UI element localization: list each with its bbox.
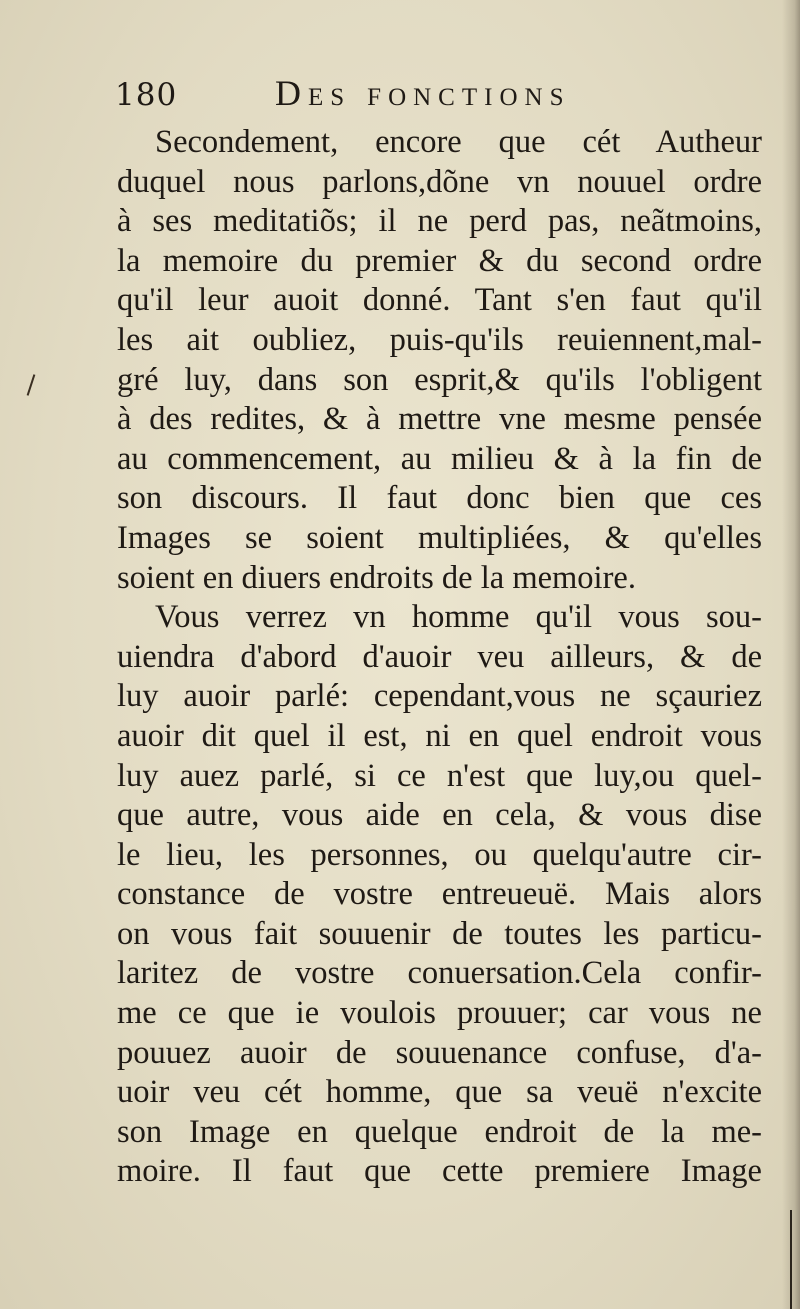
text-line: uoir veu cét homme, que sa veuë n'excite — [117, 1074, 762, 1111]
text-line: les ait oubliez, puis-qu'ils reuiennent,mal- — [117, 321, 762, 358]
margin-ink-mark — [27, 374, 36, 396]
text-line: Vous verrez vn homme qu'il vous sou- — [155, 599, 762, 636]
text-line: duquel nous parlons,dõne vn nouuel ordre — [117, 163, 762, 200]
text-line: me ce que ie voulois prouuer; car vous ne — [117, 995, 762, 1032]
text-line: au commencement, au milieu & à la fin de — [117, 440, 762, 477]
text-line: gré luy, dans son esprit,& qu'ils l'obligent — [117, 361, 762, 398]
text-line: moire. Il faut que cette premiere Image — [117, 1153, 762, 1190]
body-text — [117, 123, 762, 1192]
text-line: que autre, vous aide en cela, & vous dise — [117, 797, 762, 834]
text-line: son Image en quelque endroit de la me- — [117, 1113, 762, 1150]
text-line: uiendra d'abord d'auoir veu ailleurs, & de — [117, 638, 762, 675]
text-line: Images se soient multipliées, & qu'elles — [117, 519, 762, 556]
text-line: auoir dit quel il est, ni en quel endroit vous — [117, 717, 762, 754]
text-line: luy auoir parlé: cependant,vous ne sçauriez — [117, 678, 762, 715]
running-head — [115, 72, 675, 116]
text-line: pouuez auoir de souuenance confuse, d'a- — [117, 1034, 762, 1071]
text-line: soient en diuers endroits de la memoire. — [117, 559, 636, 596]
text-line: qu'il leur auoit donné. Tant s'en faut qu'il — [117, 282, 762, 319]
text-line: laritez de vostre conuersation.Cela confir- — [117, 955, 762, 992]
page-number: 180 — [115, 77, 178, 113]
page-edge-shadow — [782, 0, 800, 1309]
page-edge-mark — [790, 1210, 792, 1309]
text-line: constance de vostre entreueuë. Mais alors — [117, 876, 762, 913]
running-title: Des fonctions — [275, 73, 571, 113]
text-line: le lieu, les personnes, ou quelqu'autre cir- — [117, 836, 762, 873]
text-line: son discours. Il faut donc bien que ces — [117, 480, 762, 517]
text-line: on vous fait souuenir de toutes les particu- — [117, 915, 762, 952]
text-line: à ses meditatiõs; il ne perd pas, neãtmoins, — [117, 203, 762, 240]
text-line: à des redites, & à mettre vne mesme pensée — [117, 401, 762, 438]
text-line: luy auez parlé, si ce n'est que luy,ou quel- — [117, 757, 762, 794]
text-line: Secondement, encore que cét Autheur — [155, 124, 762, 160]
text-line: la memoire du premier & du second ordre — [117, 242, 762, 279]
